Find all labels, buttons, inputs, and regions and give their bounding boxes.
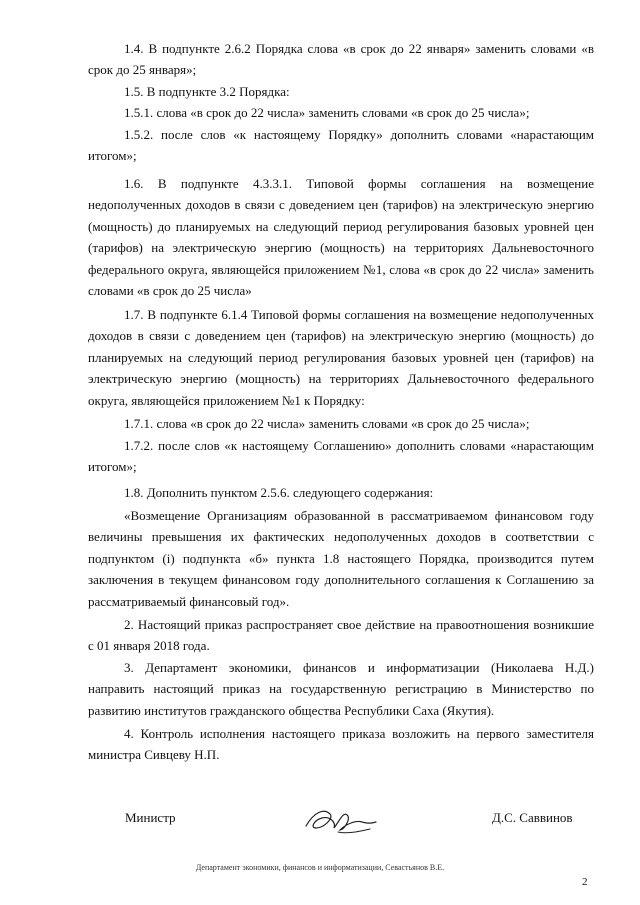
paragraph-1-5-2: 1.5.2. после слов «к настоящему Порядку» дополнить словами «нарастающим итогом»; xyxy=(88,127,594,164)
paragraph-1-7-2: 1.7.2. после слов «к настоящему Соглашению» дополнить словами «нарастающим итогом»; xyxy=(88,438,594,475)
paragraph-quote: «Возмещение Организациям образованной в рассматриваемом финансовом году величины превышения их фактических недополученных доходов в соответствии с подпунктом (i) подпункта «б» пункта 1.8 настоящего Порядка, производится путем заключения в текущем финансовом году дополнительного соглашения к Соглашению за рассматриваемый финансовый год». xyxy=(88,508,594,609)
paragraph-1-7-1: 1.7.1. слова «в срок до 22 числа» заменить словами «в срок до 25 числа»; xyxy=(124,416,530,431)
handwritten-signature xyxy=(300,802,380,836)
signatory-name: Д.С. Саввинов xyxy=(492,810,573,825)
page-number: 2 xyxy=(582,876,588,888)
paragraph-1-4: 1.4. В подпункте 2.6.2 Порядка слова «в срок до 22 января» заменить словами «в срок до 25 января»; xyxy=(88,41,594,78)
paragraph-1-7: 1.7. В подпункте 6.1.4 Типовой формы соглашения на возмещение недополученных доходов в связи с доведением цен (тарифов) на электрическую энергию (мощность) до планируемых на следующий период регулирования базовых уровней цен (тарифов) на электрическую энергию (мощность) на территориях Дальневосточного федерального округа, являющейся приложением №1 к Порядку: xyxy=(88,307,594,408)
paragraph-1-6: 1.6. В подпункте 4.3.3.1. Типовой формы соглашения на возмещение недополученных доходов в связи с доведением цен (тарифов) на электрическую энергию (мощность) до планируемых на следующий период регулирования базовых уровней цен (тарифов) на электрическую энергию (мощность) на территориях Дальневосточного федерального округа, являющейся приложением №1, слова «в срок до 22 числа» заменить словами «в срок до 25 числа» xyxy=(88,176,594,299)
paragraph-1-8: 1.8. Дополнить пунктом 2.5.6. следующего содержания: xyxy=(124,485,434,500)
paragraph-3: 3. Департамент экономики, финансов и информатизации (Николаева Н.Д.) направить настоящий приказ на государственную регистрацию в Министерство по развитию институтов гражданского общества Республики Саха (Якутия). xyxy=(88,660,594,718)
paragraph-1-5: 1.5. В подпункте 3.2 Порядка: xyxy=(124,84,290,99)
signature-block xyxy=(0,802,640,842)
signatory-title: Министр xyxy=(125,810,176,825)
paragraph-1-5-1: 1.5.1. слова «в срок до 22 числа» заменить словами «в срок до 25 числа»; xyxy=(124,105,530,120)
paragraph-4: 4. Контроль исполнения настоящего приказа возложить на первого заместителя министра Сивцеву Н.П. xyxy=(88,726,594,763)
footer-executor: Департамент экономики, финансов и информатизации, Севастьянов В.Е. xyxy=(195,863,445,872)
paragraph-2: 2. Настоящий приказ распространяет свое действие на правоотношения возникшие с 01 января 2018 года. xyxy=(88,617,594,654)
